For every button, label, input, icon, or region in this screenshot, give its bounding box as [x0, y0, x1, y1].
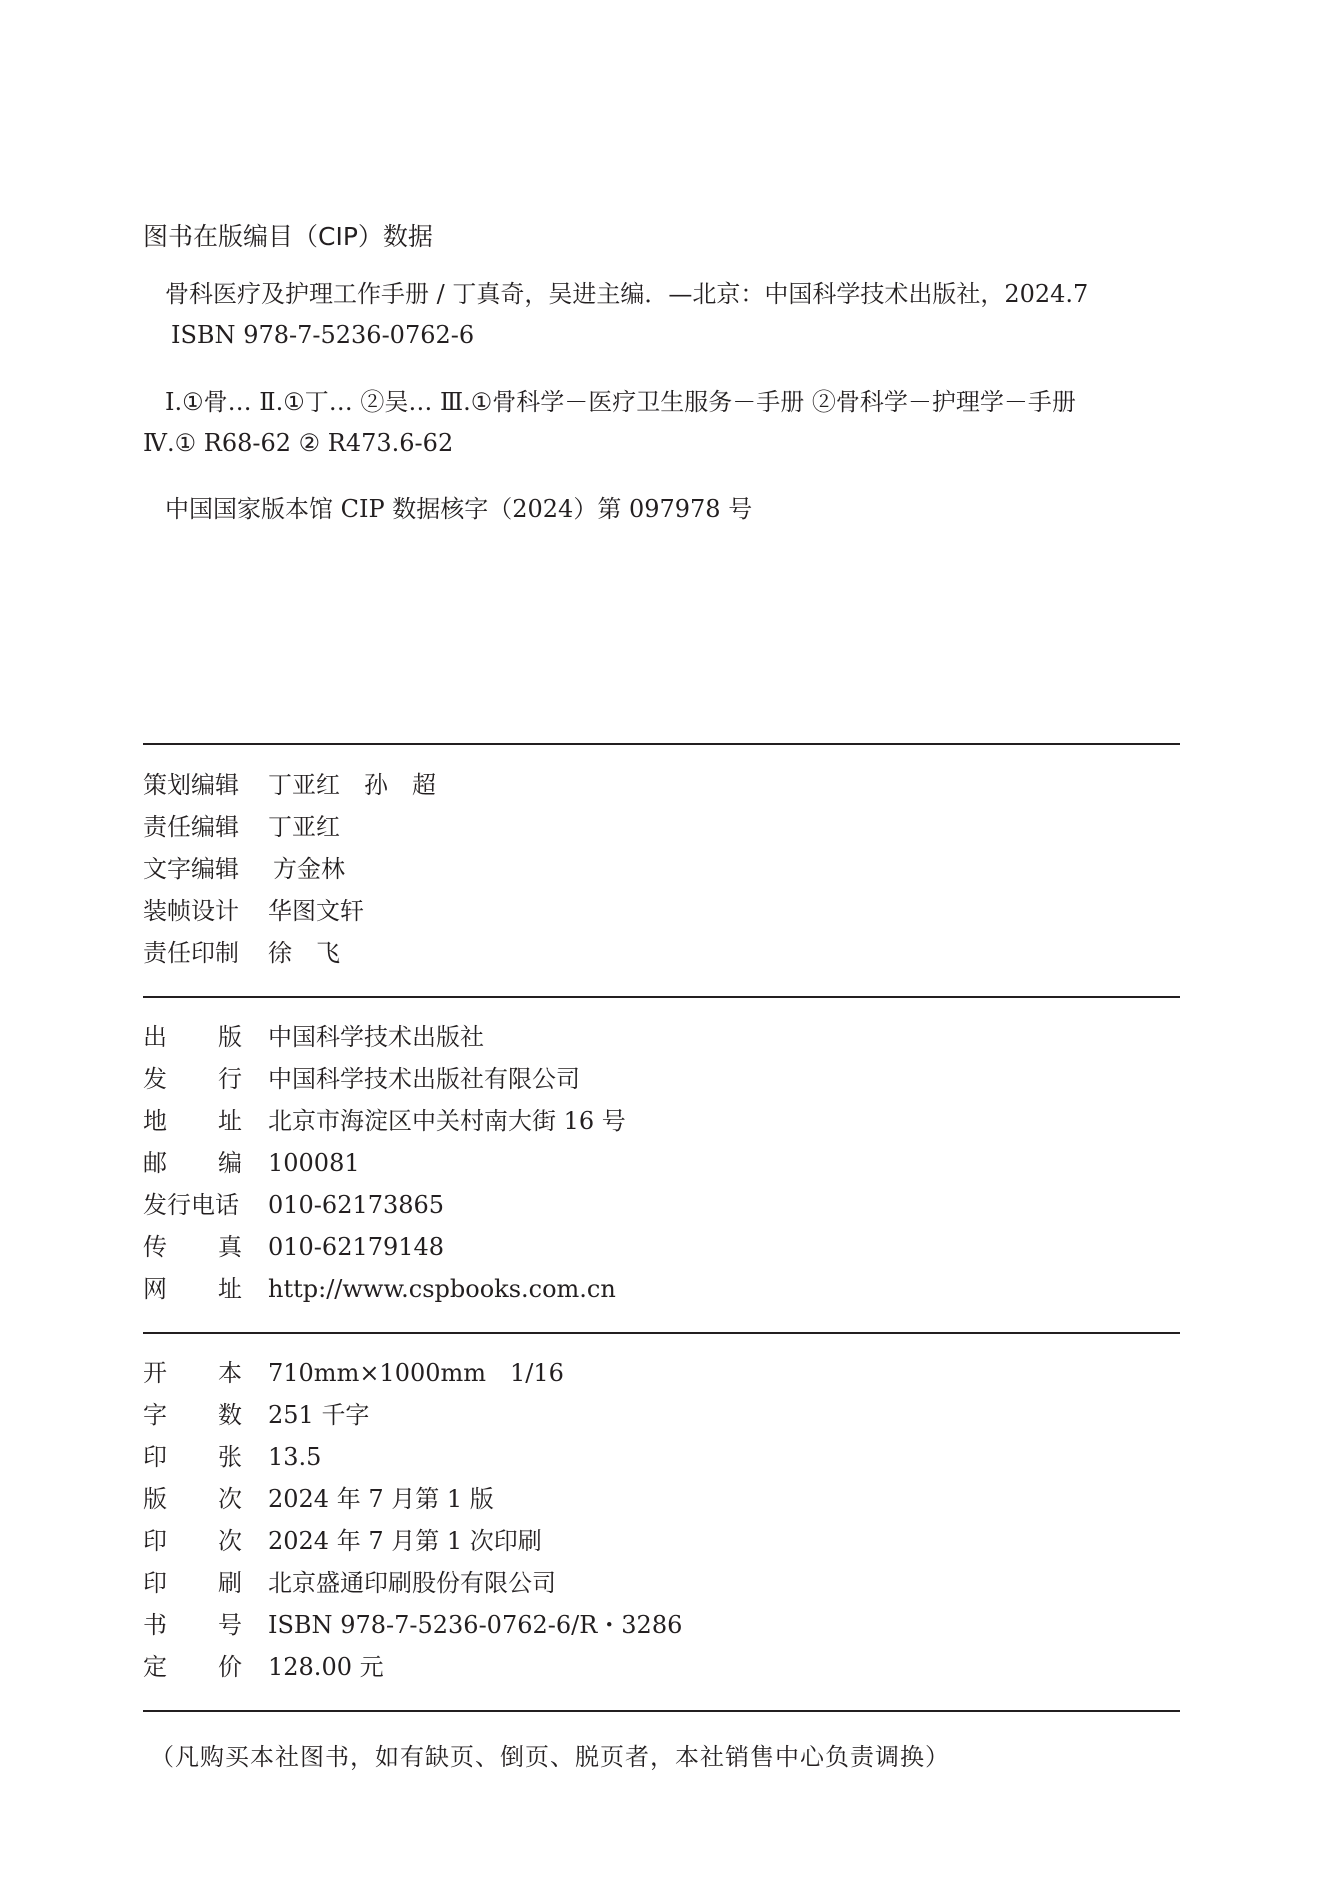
divider: [143, 1710, 1180, 1712]
row-value: 方金林: [273, 855, 345, 883]
row-label: 责任编辑: [143, 813, 239, 841]
label-char: 定: [143, 1653, 167, 1681]
row-value: 华图文轩: [268, 897, 364, 925]
cip-subject-headings: Ⅰ.①骨… Ⅱ.①丁… ②吴… Ⅲ.①骨科学－医疗卫生服务－手册 ②骨科学－护理学－手册: [165, 388, 1076, 416]
label-char: 出: [143, 1023, 167, 1051]
label-char: 版: [143, 1485, 167, 1513]
label-char: 编: [218, 1149, 242, 1177]
label-char: 次: [218, 1527, 242, 1555]
row-value: 中国科学技术出版社有限公司: [268, 1065, 580, 1093]
row-value: 010-62173865: [268, 1191, 445, 1219]
label-char: 书: [143, 1611, 167, 1639]
row-value: 100081: [268, 1149, 360, 1177]
label-char: 印: [143, 1527, 167, 1555]
label-char: 发: [143, 1065, 167, 1093]
row-label: 发行电话: [143, 1191, 239, 1219]
row-value: 北京盛通印刷股份有限公司: [268, 1569, 556, 1597]
label-char: 本: [218, 1359, 242, 1387]
row-value: 010-62179148: [268, 1233, 445, 1261]
label-char: 网: [143, 1275, 167, 1303]
label-char: 真: [218, 1233, 242, 1261]
label-char: 地: [143, 1107, 167, 1135]
cip-classification: Ⅳ.① R68-62 ② R473.6-62: [143, 429, 454, 457]
label-char: 次: [218, 1485, 242, 1513]
label-char: 邮: [143, 1149, 167, 1177]
row-value: 13.5: [268, 1443, 322, 1471]
cip-record-number: 中国国家版本馆 CIP 数据核字（2024）第 097978 号: [165, 495, 753, 523]
row-value: http://www.cspbooks.com.cn: [268, 1275, 616, 1303]
row-value: 251 千字: [268, 1401, 370, 1429]
cip-description: 骨科医疗及护理工作手册 / 丁真奇，吴进主编．—北京：中国科学技术出版社，2024.7: [165, 280, 1089, 308]
row-value: 徐 飞: [268, 939, 340, 967]
row-value: 2024 年 7 月第 1 版: [268, 1485, 494, 1513]
divider: [143, 1332, 1180, 1334]
row-value: 710mm×1000mm 1/16: [268, 1359, 564, 1387]
label-char: 印: [143, 1443, 167, 1471]
label-char: 刷: [218, 1569, 242, 1597]
label-char: 传: [143, 1233, 167, 1261]
row-label: 责任印制: [143, 939, 239, 967]
row-value: 丁亚红 孙 超: [268, 771, 436, 799]
label-char: 址: [218, 1107, 242, 1135]
row-value: 北京市海淀区中关村南大街 16 号: [268, 1107, 626, 1135]
label-char: 址: [218, 1275, 242, 1303]
label-char: 价: [218, 1653, 242, 1681]
divider: [143, 996, 1180, 998]
footer-note: （凡购买本社图书，如有缺页、倒页、脱页者，本社销售中心负责调换）: [150, 1743, 950, 1771]
row-value: 2024 年 7 月第 1 次印刷: [268, 1527, 542, 1555]
row-value: 丁亚红: [268, 813, 340, 841]
label-char: 字: [143, 1401, 167, 1429]
cip-title: 图书在版编目（CIP）数据: [143, 222, 433, 251]
row-label: 文字编辑: [143, 855, 239, 883]
divider: [143, 743, 1180, 745]
cip-isbn: ISBN 978-7-5236-0762-6: [171, 321, 475, 349]
row-value: 中国科学技术出版社: [268, 1023, 484, 1051]
label-char: 版: [218, 1023, 242, 1051]
label-char: 数: [218, 1401, 242, 1429]
row-label: 装帧设计: [143, 897, 239, 925]
row-value: 128.00 元: [268, 1653, 384, 1681]
row-value: ISBN 978-7-5236-0762-6/R・3286: [268, 1611, 683, 1639]
label-char: 号: [218, 1611, 242, 1639]
label-char: 张: [218, 1443, 242, 1471]
row-label: 策划编辑: [143, 771, 239, 799]
label-char: 行: [218, 1065, 242, 1093]
label-char: 印: [143, 1569, 167, 1597]
label-char: 开: [143, 1359, 167, 1387]
